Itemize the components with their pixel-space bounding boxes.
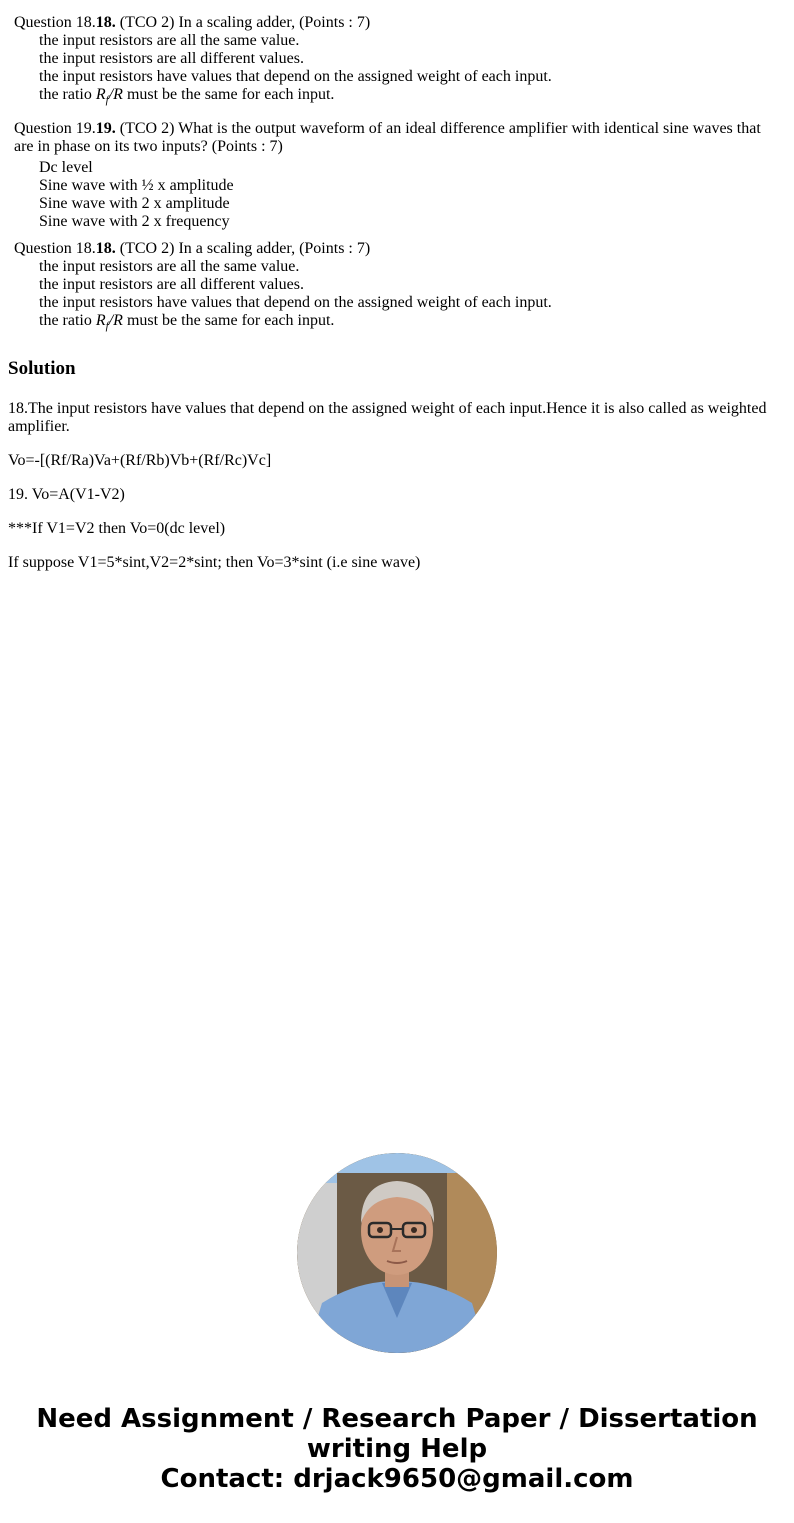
ratio-subscript: f	[105, 94, 109, 106]
answer-option[interactable]: the input resistors have values that depend on the assigned weight of each input.	[39, 294, 552, 311]
answer-option[interactable]: Sine wave with ½ x amplitude	[39, 177, 234, 194]
question-prefix: Question 18.	[14, 240, 96, 257]
question-number: 19.	[95, 120, 116, 137]
question-heading	[14, 120, 774, 156]
solution-heading: Solution	[8, 358, 76, 379]
question-number: 18.	[95, 240, 116, 257]
question-text: (TCO 2) What is the output waveform of an ideal difference amplifier with identical sine waves that are in phase on its two inputs? (Points : 7)	[14, 120, 761, 155]
ratio-denominator: /R	[108, 86, 123, 103]
author-photo-icon	[297, 1153, 497, 1353]
ratio-r: R	[95, 86, 106, 103]
question-18-second	[14, 240, 774, 331]
ratio-suffix: must be the same for each input.	[122, 86, 335, 103]
footer-line: writing Help	[306, 1434, 488, 1464]
answer-option-ratio[interactable]	[39, 312, 774, 331]
question-text: (TCO 2) In a scaling adder, (Points : 7)	[115, 240, 371, 257]
ratio-r: R	[95, 312, 106, 329]
question-18-first	[14, 14, 774, 105]
answer-option[interactable]: Sine wave with 2 x frequency	[39, 213, 230, 230]
solution-paragraph: If suppose V1=5*sint,V2=2*sint; then Vo=3*sint (i.e sine wave)	[8, 554, 421, 571]
ratio-prefix: the ratio	[39, 312, 96, 329]
answer-option[interactable]: the input resistors are all the same value.	[39, 258, 300, 275]
footer-contact[interactable]: Contact: drjack9650@gmail.com	[160, 1464, 634, 1494]
answer-option[interactable]: the input resistors are all the same value.	[39, 32, 300, 49]
question-prefix: Question 19.	[14, 120, 96, 137]
footer-banner	[0, 1404, 794, 1494]
ratio-prefix: the ratio	[39, 86, 96, 103]
solution-paragraph: 19. Vo=A(V1-V2)	[8, 486, 125, 503]
solution-paragraph: ***If V1=V2 then Vo=0(dc level)	[8, 520, 226, 537]
question-heading	[14, 14, 774, 32]
answer-option[interactable]: the input resistors are all different values.	[39, 276, 304, 293]
question-19	[14, 120, 774, 231]
question-text: (TCO 2) In a scaling adder, (Points : 7)	[115, 14, 371, 31]
ratio-denominator: /R	[108, 312, 123, 329]
solution-paragraph: 18.The input resistors have values that depend on the assigned weight of each input.Hence it is also called as weighted amplifier.	[8, 400, 767, 435]
answer-option[interactable]: Sine wave with 2 x amplitude	[39, 195, 230, 212]
ratio-suffix: must be the same for each input.	[122, 312, 335, 329]
question-number: 18.	[95, 14, 116, 31]
author-avatar	[297, 1153, 497, 1353]
question-heading	[14, 240, 774, 258]
solution-paragraph: Vo=-[(Rf/Ra)Va+(Rf/Rb)Vb+(Rf/Rc)Vc]	[8, 452, 272, 469]
answer-option-ratio[interactable]	[39, 86, 774, 105]
answer-option[interactable]: the input resistors have values that depend on the assigned weight of each input.	[39, 68, 552, 85]
answer-option[interactable]: Dc level	[39, 159, 93, 176]
ratio-subscript: f	[105, 320, 109, 332]
question-prefix: Question 18.	[14, 14, 96, 31]
footer-line: Need Assignment / Research Paper / Dissertation	[36, 1404, 758, 1434]
answer-option[interactable]: the input resistors are all different values.	[39, 50, 304, 67]
